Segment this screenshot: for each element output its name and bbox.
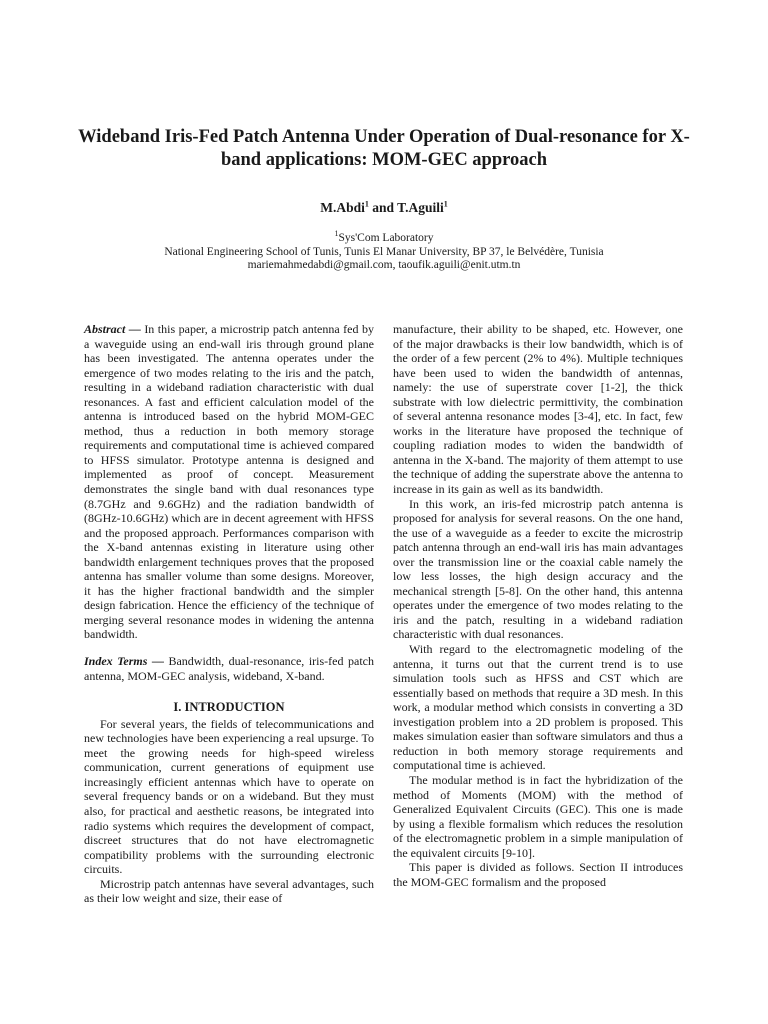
author-line — [0, 200, 768, 216]
affiliation-school: National Engineering School of Tunis, Tunis El Manar University, BP 37, le Belvédère, Tunisia — [164, 245, 604, 258]
abstract-text: In this paper, a microstrip patch antenna fed by a waveguide using an end-wall iris through ground plane has been investigated. The antenna operates under the emergence of two modes relating to the iris and the patch, resulting in a wideband radiation characteristic with dual resonances. A fast and efficient calculation model of the antenna is introduced based on the hybrid MOM-GEC method, thus a reduction in both memory storage requirements and computational time is achieved compared to HFSS simulator. Prototype antenna is designed and implemented as proof of concept. Measurement demonstrates the single band with dual resonances type (8.7GHz and 9.6GHz) and the radiation bandwidth of (8GHz-10.6GHz) which are in decent agreement with HFSS and the proposed approach. Performances comparison with the X-band antennas existing in literature using other bandwidth enlargement techniques proves that the proposed antenna has smaller volume than some designs. Moreover, it has the higher fractional bandwidth and the simpler design fabrication. Hence the efficiency of the technique of merging several resonance modes in widening the antenna bandwidth. — [84, 322, 374, 642]
intro-paragraph-2: Microstrip patch antennas have several advantages, such as their low weight and size, their ease of — [84, 876, 374, 906]
index-terms-paragraph — [84, 654, 374, 683]
author-emails: mariemahmedabdi@gmail.com, taoufik.aguili@enit.utm.tn — [247, 259, 521, 271]
right-paragraph-5: This paper is divided as follows. Section II introduces the MOM-GEC formalism and the proposed — [393, 860, 683, 889]
right-paragraph-2: In this work, an iris-fed microstrip patch antenna is proposed for analysis for several reasons. On the one hand, the use of a waveguide as a feeder to excite the microstrip patch antenna through an end-wall iris has main advantages over the transmission line or the coaxial cable namely the low less losses, the high design accuracy and the mechanical strength [5-8]. On the other hand, this antenna operates under the emergence of two modes relating to the iris and the patch, resulting in a wideband radiation characteristic with dual resonances. — [393, 496, 683, 642]
section-heading-introduction: I. INTRODUCTION — [173, 700, 285, 715]
left-column — [84, 322, 374, 906]
right-paragraph-4: The modular method is in fact the hybridization of the method of Moments (MOM) with the method of Generalized Equivalent Circuits (GEC). This one is made by using a flexible formalism which reduces the resolution of the electromagnetic problem in a simple manipulation of the equivalent circuits [9-10]. — [393, 772, 683, 860]
index-terms-text: Bandwidth, dual-resonance, iris-fed patch antenna, MOM-GEC analysis, wideband, X-band. — [84, 654, 374, 683]
author-1-name: M.Abdi — [320, 200, 365, 215]
affiliation-lab — [40, 229, 728, 246]
index-terms-label: Index Terms — — [84, 654, 164, 669]
affiliation-mark: 1 — [334, 229, 339, 239]
author-2-name: T.Aguili — [397, 200, 444, 215]
right-paragraph-3: With regard to the electromagnetic modeling of the antenna, it turns out that the current trend is to use simulation tools such as HFSS and CST which are essentially based on methods that require a 3D mesh. In this work, a modular method which consists in converting a 3D investigation problem into a 2D problem is proposed. This makes simulation easier than software simulators and thus a reduction in both memory storage requirements and computational time is achieved. — [393, 642, 683, 773]
lab-name: Sys'Com Laboratory — [338, 232, 434, 244]
right-column — [393, 322, 683, 889]
right-paragraph-1: manufacture, their ability to be shaped, etc. However, one of the major drawbacks is their low bandwidth, which is of the order of a few percent (2% to 4%). Multiple techniques have been used to widen the bandwidth of antennas, namely: the use of superstrate cover [1-2], the thick substrate with low dielectric permittivity, the combination of several antenna resonance modes [3-4], etc. In fact, few works in the literature have proposed the technique of coupling radiation modes to widen the bandwidth of antenna in the X-band. The majority of them attempt to use the technique of adding the superstrate above the antenna to increase in its gain as well as its bandwidth. — [393, 322, 683, 497]
paper-title: Wideband Iris-Fed Patch Antenna Under Operation of Dual-resonance for X-band applications: MOM-GEC approach — [78, 127, 690, 170]
intro-paragraph-1: For several years, the fields of telecommunications and new technologies have been experiencing a real upsurge. To meet the growing needs for high-speed wireless communication, current generations of equipment use increasingly efficient antennas which have to operate on several frequency bands or on a wideband. But they must also, for practical and aesthetic reasons, be integrated into radio systems which requires the development of compact, discreet structures that do not have electromagnetic compatibility problems with the surrounding electronic circuits. — [84, 716, 374, 877]
author-1-affiliation-mark: 1 — [364, 199, 369, 209]
abstract-label: Abstract — — [84, 322, 141, 336]
author-2-affiliation-mark: 1 — [443, 199, 448, 209]
author-conjunction: and — [368, 200, 398, 215]
abstract-paragraph — [84, 322, 374, 642]
affiliation-block — [40, 229, 728, 273]
